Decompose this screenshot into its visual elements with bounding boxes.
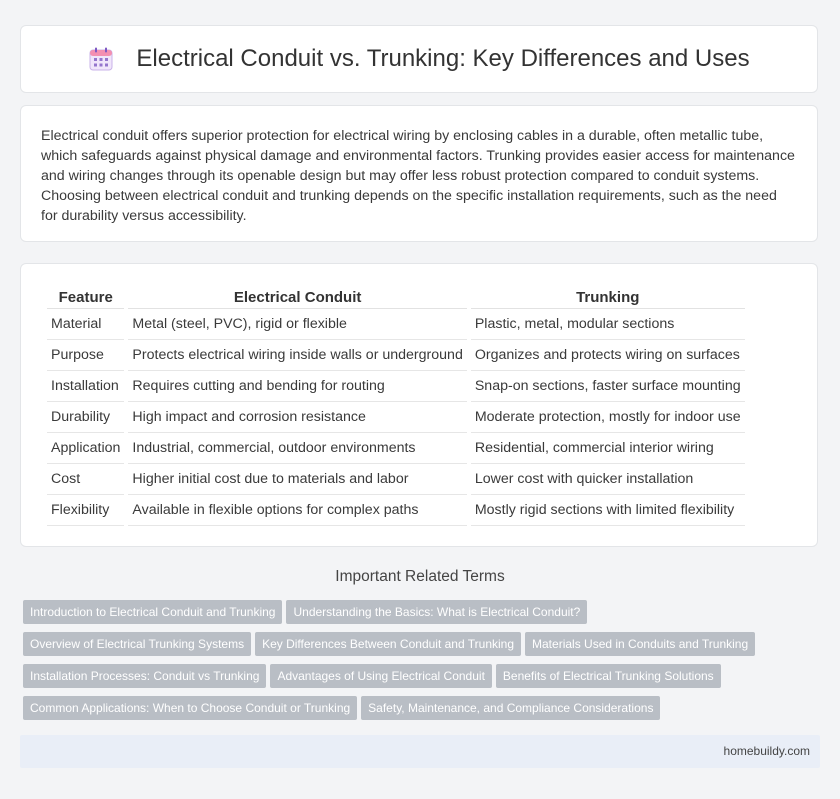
column-header: Electrical Conduit [128, 286, 466, 309]
column-header: Trunking [471, 286, 745, 309]
table-row [47, 309, 745, 340]
table-cell: Protects electrical wiring inside walls or underground [128, 340, 466, 371]
table-cell: Requires cutting and bending for routing [128, 371, 466, 402]
comparison-table [43, 286, 749, 526]
related-term-tag[interactable]: Key Differences Between Conduit and Trunking [255, 632, 521, 656]
table-cell: Snap-on sections, faster surface mounting [471, 371, 745, 402]
table-cell: Metal (steel, PVC), rigid or flexible [128, 309, 466, 340]
table-row [47, 495, 745, 526]
table-cell: Application [47, 433, 124, 464]
header-card [20, 25, 818, 93]
table-row [47, 402, 745, 433]
footer [20, 735, 820, 768]
table-cell: Available in flexible options for complex paths [128, 495, 466, 526]
table-row [47, 433, 745, 464]
related-term-tag[interactable]: Safety, Maintenance, and Compliance Considerations [361, 696, 660, 720]
table-cell: Residential, commercial interior wiring [471, 433, 745, 464]
table-row [47, 340, 745, 371]
related-term-tag[interactable]: Installation Processes: Conduit vs Trunking [23, 664, 266, 688]
related-term-tag[interactable]: Common Applications: When to Choose Conduit or Trunking [23, 696, 357, 720]
table-cell: High impact and corrosion resistance [128, 402, 466, 433]
table-row [47, 464, 745, 495]
comparison-card [20, 263, 818, 547]
related-terms-title: Important Related Terms [335, 568, 505, 585]
table-cell: Organizes and protects wiring on surfaces [471, 340, 745, 371]
column-header: Feature [47, 286, 124, 309]
table-row [47, 371, 745, 402]
page-title: Electrical Conduit vs. Trunking: Key Differences and Uses [136, 45, 750, 72]
table-cell: Material [47, 309, 124, 340]
related-term-tag[interactable]: Overview of Electrical Trunking Systems [23, 632, 251, 656]
related-term-tag[interactable]: Materials Used in Conduits and Trunking [525, 632, 755, 656]
table-cell: Flexibility [47, 495, 124, 526]
intro-card [20, 105, 818, 242]
related-term-tag[interactable]: Introduction to Electrical Conduit and Trunking [23, 600, 282, 624]
table-cell: Purpose [47, 340, 124, 371]
table-cell: Durability [47, 402, 124, 433]
table-cell: Installation [47, 371, 124, 402]
related-term-tag[interactable]: Understanding the Basics: What is Electrical Conduit? [286, 600, 587, 624]
table-cell: Mostly rigid sections with limited flexibility [471, 495, 745, 526]
table-header-row [47, 286, 745, 309]
calendar-icon [88, 46, 114, 72]
table-cell: Higher initial cost due to materials and labor [128, 464, 466, 495]
table-cell: Cost [47, 464, 124, 495]
table-cell: Lower cost with quicker installation [471, 464, 745, 495]
table-cell: Plastic, metal, modular sections [471, 309, 745, 340]
footer-site: homebuildy.com [723, 744, 810, 758]
table-cell: Industrial, commercial, outdoor environments [128, 433, 466, 464]
table-cell: Moderate protection, mostly for indoor use [471, 402, 745, 433]
intro-text: Electrical conduit offers superior protection for electrical wiring by enclosing cables in a durable, often metallic tube, which safeguards against physical damage and environmental factors. Trunking provides easier access for maintenance and wiring changes through its openable design but may offer less robust protection compared to conduit systems. Choosing between electrical conduit and trunking depends on the specific installation requirements, such as the need for durability versus accessibility. [41, 128, 795, 224]
related-terms-list [23, 600, 783, 728]
related-term-tag[interactable]: Benefits of Electrical Trunking Solutions [496, 664, 721, 688]
related-term-tag[interactable]: Advantages of Using Electrical Conduit [270, 664, 491, 688]
